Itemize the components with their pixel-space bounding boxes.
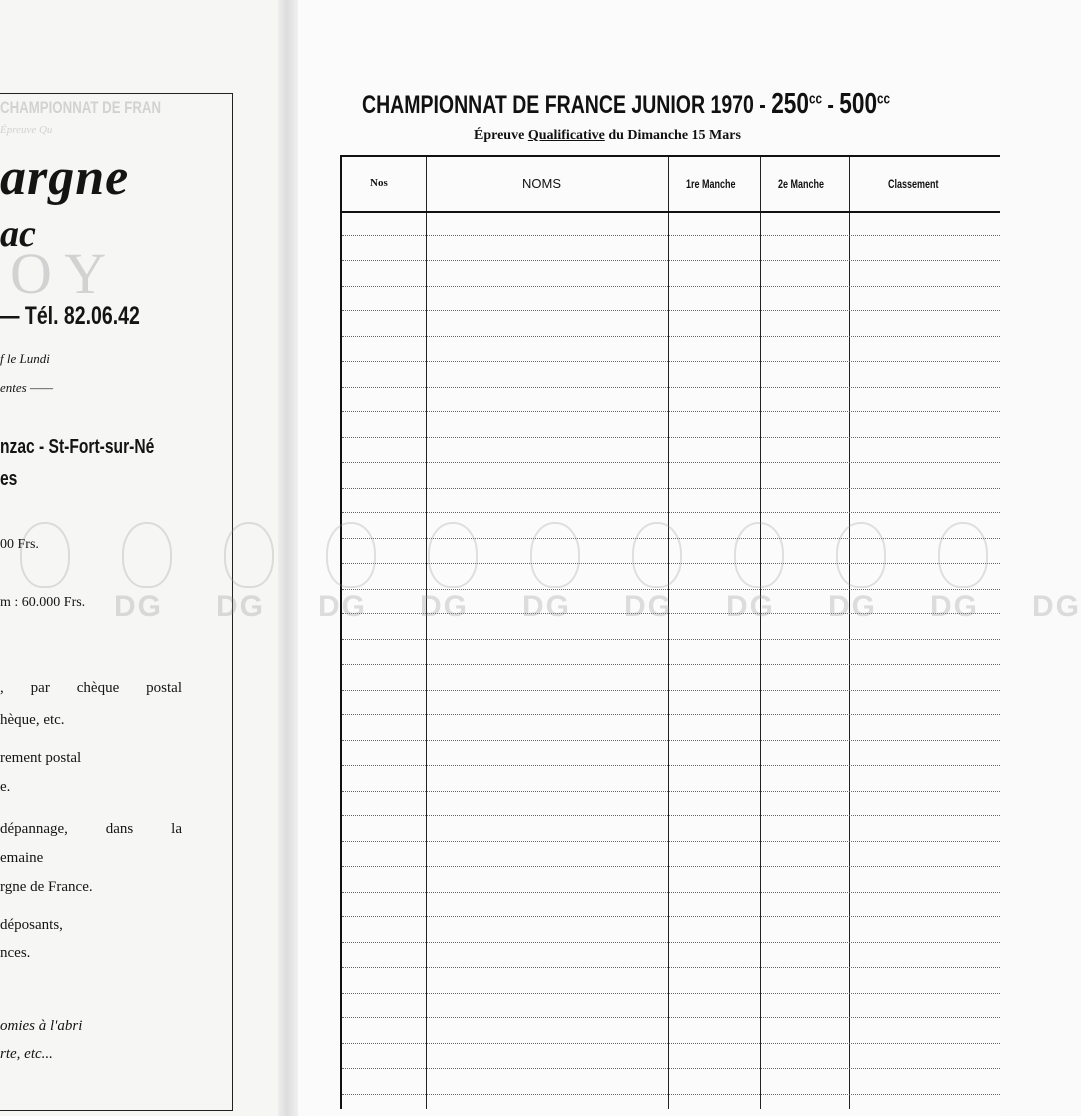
watermark-text: DG — [828, 590, 877, 623]
table-row — [342, 260, 1000, 261]
watermark-text: DG — [1032, 590, 1081, 623]
header-classement: Classement — [888, 177, 939, 191]
table-row — [342, 866, 1000, 867]
table-row — [342, 235, 1000, 236]
table-row — [342, 589, 1000, 590]
table-row — [342, 563, 1000, 564]
title-cc-500: 500 — [839, 88, 878, 120]
watermark-text: DG — [216, 590, 265, 623]
para-line: déposants, — [0, 917, 63, 933]
table-row — [342, 791, 1000, 792]
left-subheader-ghost: Épreuve Qu — [0, 124, 53, 136]
page-subtitle — [474, 128, 741, 144]
table-row — [342, 336, 1000, 337]
results-table — [340, 155, 1000, 1109]
table-row — [342, 286, 1000, 287]
brand-subtitle: ac — [0, 213, 36, 255]
para-line: emaine — [0, 850, 44, 866]
table-row — [342, 892, 1000, 893]
header-rule — [342, 211, 1000, 213]
locations: nzac - St-Fort-sur-Né — [0, 436, 155, 458]
table-row — [342, 841, 1000, 842]
title-unit-1: cc — [808, 90, 822, 108]
table-row — [342, 1068, 1000, 1069]
table-row — [342, 967, 1000, 968]
header-noms: NOMS — [522, 176, 561, 191]
table-row — [342, 740, 1000, 741]
table-row — [342, 310, 1000, 311]
table-row — [342, 916, 1000, 917]
para-line: rement postal — [0, 750, 82, 766]
table-row — [342, 765, 1000, 766]
watermark-text: DG — [624, 590, 673, 623]
table-row — [342, 361, 1000, 362]
table-row — [342, 462, 1000, 463]
title-unit-2: cc — [877, 90, 891, 108]
left-page — [0, 0, 286, 1116]
table-row — [342, 1017, 1000, 1018]
watermark-text: DG — [726, 590, 775, 623]
para-line: hèque, etc. — [0, 712, 65, 728]
phone-number: — Tél. 82.06.42 — [0, 302, 140, 330]
subtitle-post: du Dimanche 15 Mars — [604, 128, 741, 143]
locations-tail: es — [0, 468, 18, 490]
table-row — [342, 1094, 1000, 1095]
title-main: CHAMPIONNAT DE FRANCE JUNIOR 1970 - — [362, 91, 772, 119]
amount-2: m : 60.000 Frs. — [0, 595, 86, 610]
table-row — [342, 664, 1000, 665]
table-row — [342, 1043, 1000, 1044]
watermark-text: DG — [522, 590, 571, 623]
table-row — [342, 714, 1000, 715]
brand-name: argne — [0, 149, 130, 206]
table-row — [342, 387, 1000, 388]
table-row — [342, 639, 1000, 640]
amount-1: 00 Frs. — [0, 537, 39, 552]
table-row — [342, 488, 1000, 489]
table-row — [342, 538, 1000, 539]
table-row — [342, 993, 1000, 994]
header-nos: Nos — [370, 177, 388, 189]
page-title — [362, 88, 890, 121]
book-gutter — [278, 0, 300, 1116]
table-row — [342, 512, 1000, 513]
para-line: , par chèque postal — [0, 680, 182, 696]
table-row — [342, 942, 1000, 943]
header-manche-2: 2e Manche — [778, 177, 825, 191]
title-sep: - — [821, 91, 840, 119]
left-header-ghost: CHAMPIONNAT DE FRAN — [0, 98, 162, 117]
para-line: dépannage, dans la — [0, 821, 182, 837]
para-line: rgne de France. — [0, 879, 93, 895]
table-row — [342, 437, 1000, 438]
right-page — [298, 0, 1000, 1116]
table-row — [342, 815, 1000, 816]
watermark-text: DG — [318, 590, 367, 623]
header-manche-1: 1re Manche — [686, 177, 736, 191]
sales-note: entes —— — [0, 380, 54, 395]
table-row — [342, 411, 1000, 412]
hours-note: f le Lundi — [0, 351, 50, 366]
footer-line-2: rte, etc... — [0, 1046, 53, 1062]
para-line: e. — [0, 779, 11, 795]
table-row — [342, 690, 1000, 691]
ghost-letters: O Y — [10, 241, 107, 306]
title-cc-250: 250 — [771, 88, 809, 120]
subtitle-underlined: Qualificative — [527, 128, 605, 143]
watermark-text: DG — [114, 590, 163, 623]
para-line: nces. — [0, 945, 31, 961]
subtitle-pre: Épreuve — [474, 128, 528, 143]
table-row — [342, 613, 1000, 614]
watermark-text: DG — [930, 590, 979, 623]
watermark-text: DG — [420, 590, 469, 623]
footer-line-1: omies à l'abri — [0, 1018, 83, 1034]
